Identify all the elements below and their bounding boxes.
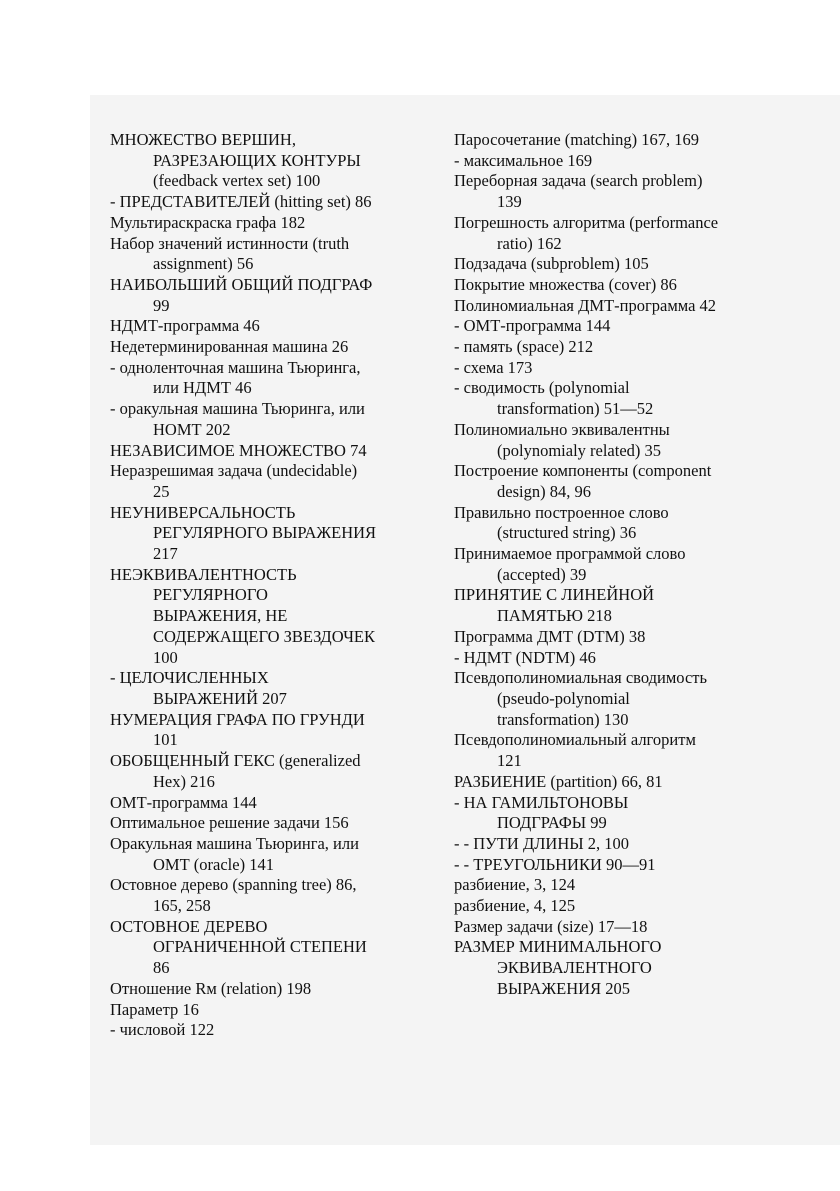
index-entry-line: Паросочетание (matching) 167, 169 (454, 130, 700, 149)
index-entry-line: Псевдополиномиальный алгоритм (454, 730, 696, 750)
index-entry-line: НЕЭКВИВАЛЕНТНОСТЬ (110, 564, 297, 584)
index-entry (454, 461, 754, 502)
index-entry-line: - - ТРЕУГОЛЬНИКИ 90—91 (454, 854, 656, 874)
index-entry-line: (feedback vertex set) 100 (153, 171, 321, 191)
index-entry-line: ОСТОВНОЕ ДЕРЕВО (110, 916, 268, 936)
index-entry (110, 130, 410, 192)
index-entry-line: 86 (153, 958, 170, 978)
index-entry (110, 875, 410, 916)
index-entry-line: - схема 173 (454, 357, 533, 377)
index-entry-line: ОГРАНИЧЕННОЙ СТЕПЕНИ (153, 937, 367, 957)
index-entry-line: ВЫРАЖЕНИЯ, НЕ (153, 606, 288, 626)
index-entry-line: Оптимальное решение задачи 156 (110, 813, 349, 833)
index-entry-line: Полиномиальная ДМТ-программа 42 (454, 295, 717, 315)
index-entry-line: - оракульная машина Тьюринга, или (110, 399, 365, 419)
index-entry (110, 503, 410, 565)
index-entry-line: СОДЕРЖАЩЕГО ЗВЕЗДОЧЕК (153, 626, 376, 646)
index-entry-line: МНОЖЕСТВО ВЕРШИН, (110, 130, 296, 149)
index-entry-line: РЕГУЛЯРНОГО (153, 585, 268, 605)
index-entry-line: - - ПУТИ ДЛИНЫ 2, 100 (454, 833, 629, 853)
index-entry-line: НЕУНИВЕРСАЛЬНОСТЬ (110, 502, 296, 522)
index-entry-line: - ОМТ-программа 144 (454, 316, 611, 336)
index-entry (110, 337, 410, 358)
index-entry-line: разбиение, 4, 125 (454, 896, 576, 916)
index-entry (110, 192, 410, 213)
index-entry (110, 710, 410, 751)
index-entry-line: - сводимость (polynomial (454, 378, 630, 398)
index-entry-line: НУМЕРАЦИЯ ГРАФА ПО ГРУНДИ (110, 709, 365, 729)
index-entry-line: Переборная задача (search problem) (454, 171, 703, 191)
index-entry-line: Остовное дерево (spanning tree) 86, (110, 875, 357, 895)
index-entry-line: ВЫРАЖЕНИЯ 205 (497, 978, 630, 998)
index-entry-line: ПРИНЯТИЕ С ЛИНЕЙНОЙ (454, 585, 655, 605)
index-entry-line: (accepted) 39 (497, 564, 587, 584)
index-entry-line: Подзадача (subproblem) 105 (454, 254, 649, 274)
index-entry-line: Построение компоненты (component (454, 461, 712, 481)
index-entry-line: ВЫРАЖЕНИЙ 207 (153, 688, 287, 708)
index-entry-line: 217 (153, 544, 178, 564)
index-entry-line: ЭКВИВАЛЕНТНОГО (497, 958, 652, 978)
index-entry-line: - НА ГАМИЛЬТОНОВЫ (454, 792, 629, 812)
index-column-left (110, 130, 410, 1041)
index-entry-line: Hex) 216 (153, 771, 215, 791)
index-entry (454, 337, 754, 358)
index-entry (110, 751, 410, 792)
index-entry (454, 855, 754, 876)
index-entry (454, 503, 754, 544)
index-entry-line: Размер задачи (size) 17—18 (454, 916, 648, 936)
index-entry (454, 151, 754, 172)
index-entry (454, 834, 754, 855)
index-entry-line: - одноленточная машина Тьюринга, (110, 357, 361, 377)
index-entry (110, 316, 410, 337)
index-entry-line: 101 (153, 730, 178, 750)
index-entry-line: РАЗБИЕНИЕ (partition) 66, 81 (454, 771, 663, 791)
index-entry (110, 399, 410, 440)
index-entry (110, 793, 410, 814)
index-entry (110, 1000, 410, 1021)
index-entry-line: assignment) 56 (153, 254, 254, 274)
index-entry (454, 648, 754, 669)
index-entry-line: ПАМЯТЬЮ 218 (497, 606, 612, 626)
index-entry-line: Оракульная машина Тьюринга, или (110, 833, 359, 853)
index-entry-line: - ЦЕЛОЧИСЛЕННЫХ (110, 668, 269, 688)
index-entry (110, 813, 410, 834)
index-entry (454, 213, 754, 254)
index-entry-line: ОБОБЩЕННЫЙ ГЕКС (generalized (110, 751, 361, 771)
index-column-right (454, 130, 754, 1000)
index-entry-line: Правильно построенное слово (454, 502, 669, 522)
index-entry (454, 316, 754, 337)
index-entry-line: НДМТ-программа 46 (110, 316, 260, 336)
index-entry-line: 100 (153, 647, 178, 667)
index-entry-line: - числовой 122 (110, 1020, 215, 1040)
index-entry (110, 275, 410, 316)
index-entry (110, 565, 410, 669)
index-entry (454, 378, 754, 419)
index-entry (110, 834, 410, 875)
index-entry (110, 1020, 410, 1041)
index-entry (110, 668, 410, 709)
index-entry-line: Параметр 16 (110, 999, 199, 1019)
index-entry (110, 234, 410, 275)
index-entry-line: РАЗРЕЗАЮЩИХ КОНТУРЫ (153, 150, 361, 170)
index-entry-line: transformation) 51—52 (497, 399, 654, 419)
index-entry-line: Набор значений истинности (truth (110, 233, 350, 253)
index-entry (454, 668, 754, 730)
index-entry (454, 130, 754, 151)
index-entry-line: Мультираскраска графа 182 (110, 212, 306, 232)
index-entry (454, 254, 754, 275)
index-entry-line: ОМТ (oracle) 141 (153, 854, 274, 874)
index-entry (454, 772, 754, 793)
index-entry-line: design) 84, 96 (497, 481, 591, 501)
index-entry-line: НЕЗАВИСИМОЕ МНОЖЕСТВО 74 (110, 440, 367, 460)
index-entry (454, 793, 754, 834)
index-entry (110, 917, 410, 979)
index-entry-line: РАЗМЕР МИНИМАЛЬНОГО (454, 937, 662, 957)
index-entry-line: 121 (497, 751, 522, 771)
index-entry-line: Принимаемое программой слово (454, 544, 686, 564)
index-entry-line: Псевдополиномиальная сводимость (454, 668, 708, 688)
index-entry (454, 420, 754, 461)
index-entry (454, 544, 754, 585)
index-entry (110, 213, 410, 234)
index-entry (454, 896, 754, 917)
index-entry (454, 358, 754, 379)
index-entry-line: (structured string) 36 (497, 523, 637, 543)
index-entry-line: (pseudo-polynomial (497, 688, 630, 708)
index-entry (110, 441, 410, 462)
index-entry-line: Полиномиально эквивалентны (454, 419, 670, 439)
index-entry-line: transformation) 130 (497, 709, 629, 729)
index-entry-line: - память (space) 212 (454, 337, 594, 357)
index-entry (454, 627, 754, 648)
index-entry-line: ОМТ-программа 144 (110, 792, 257, 812)
index-entry (454, 875, 754, 896)
index-entry-line: ПОДГРАФЫ 99 (497, 813, 607, 833)
index-entry (454, 296, 754, 317)
index-entry-line: (polynomialy related) 35 (497, 440, 662, 460)
index-entry-line: Отношение Rм (relation) 198 (110, 978, 312, 998)
index-entry-line: 25 (153, 481, 170, 501)
index-entry-line: НОМТ 202 (153, 419, 231, 439)
index-entry (454, 937, 754, 999)
index-entry (454, 730, 754, 771)
index-entry (454, 585, 754, 626)
index-entry-line: или НДМТ 46 (153, 378, 252, 398)
index-entry-line: Недетерминированная машина 26 (110, 337, 349, 357)
index-entry-line: разбиение, 3, 124 (454, 875, 576, 895)
index-entry (454, 275, 754, 296)
index-entry-line: Программа ДМТ (DTM) 38 (454, 626, 646, 646)
index-entry-line: Погрешность алгоритма (performance (454, 212, 719, 232)
index-entry (454, 171, 754, 212)
index-entry-line: НАИБОЛЬШИЙ ОБЩИЙ ПОДГРАФ (110, 274, 373, 294)
index-entry-line: 165, 258 (153, 896, 211, 916)
index-entry-line: - максимальное 169 (454, 150, 593, 170)
index-entry-line: Покрытие множества (cover) 86 (454, 274, 677, 294)
index-entry-line: - ПРЕДСТАВИТЕЛЕЙ (hitting set) 86 (110, 192, 372, 212)
index-entry (110, 979, 410, 1000)
index-entry (110, 358, 410, 399)
index-entry-line: Неразрешимая задача (undecidable) (110, 461, 358, 481)
index-entry (110, 461, 410, 502)
index-entry-line: - НДМТ (NDTM) 46 (454, 647, 596, 667)
index-entry (454, 917, 754, 938)
index-entry-line: 99 (153, 295, 170, 315)
index-entry-line: 139 (497, 192, 522, 212)
index-entry-line: РЕГУЛЯРНОГО ВЫРАЖЕНИЯ (153, 523, 377, 543)
index-entry-line: ratio) 162 (497, 233, 562, 253)
